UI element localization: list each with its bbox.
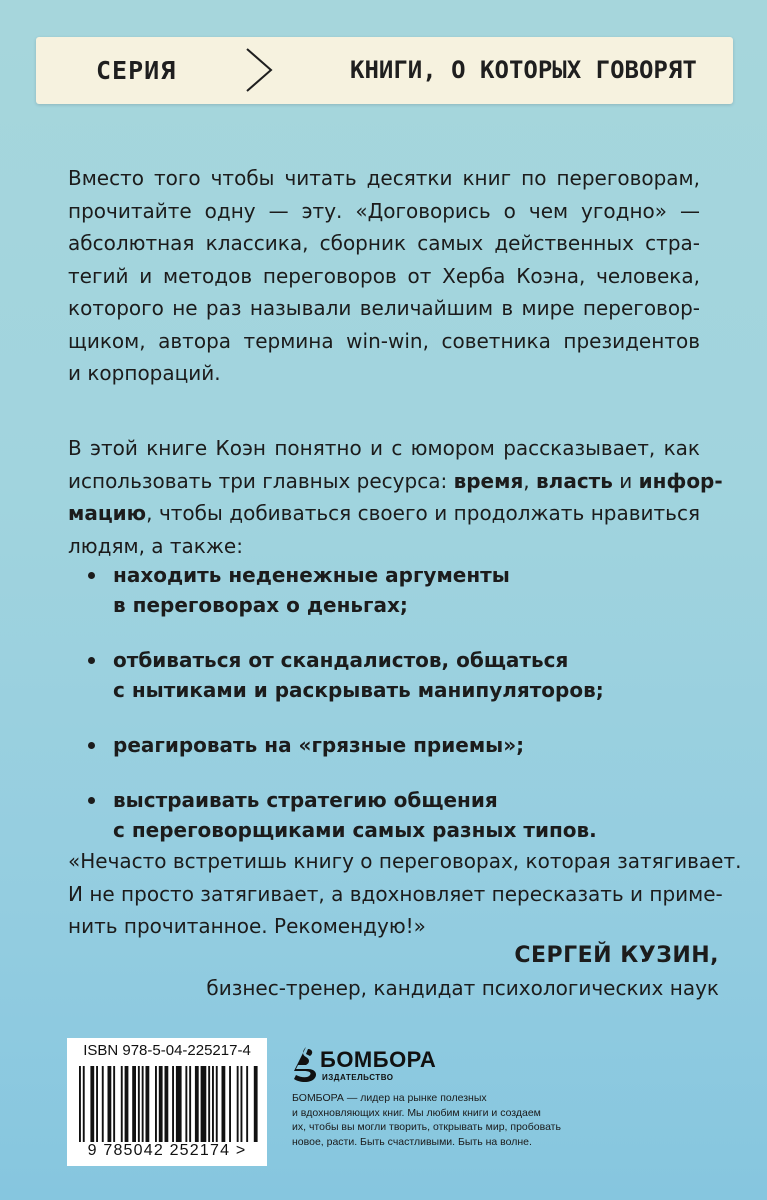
barcode-bar <box>165 1066 169 1142</box>
barcode-bar <box>146 1066 150 1142</box>
barcode-bar <box>138 1066 140 1142</box>
intro-line: и корпораций. <box>68 361 221 385</box>
barcode-bar <box>229 1066 231 1142</box>
list-item <box>88 730 708 760</box>
publisher-line: и вдохновляющих книг. Мы любим книги и создаем <box>292 1106 541 1119</box>
resources-text: , <box>523 468 537 493</box>
quote-line: «Нечасто встретишь книгу о переговорах, которая затягивает. <box>68 849 742 873</box>
publisher-sub: ИЗДАТЕЛЬСТВО <box>322 1073 394 1082</box>
list-item-text: отбиваться от скандалистов, общаться <box>113 648 569 672</box>
list-item-text: с нытиками и раскрывать манипуляторов; <box>113 678 604 702</box>
resources-line <box>68 497 700 530</box>
resource-info-cont: мацию <box>68 501 147 525</box>
quote-line: нить прочитанное. Рекомендую!» <box>68 914 426 938</box>
barcode-bar <box>237 1066 239 1142</box>
list-item-text: в переговорах о деньгах; <box>113 593 408 617</box>
publisher-description <box>292 1091 592 1149</box>
series-name: КНИГИ, О КОТОРЫХ ГОВОРЯТ <box>350 56 697 84</box>
barcode-bar <box>90 1066 94 1142</box>
barcode-bar <box>132 1066 136 1142</box>
intro-line: щиком, автора термина win-win, советника президентов <box>68 328 700 353</box>
list-item <box>88 645 708 705</box>
resources-line <box>68 465 723 498</box>
intro-line: прочитайте одну — эту. «Договорись о чем угодно» — <box>68 198 700 223</box>
intro-paragraph <box>68 162 700 390</box>
list-item <box>88 560 708 620</box>
barcode-bar <box>142 1066 144 1142</box>
publisher-name: БОМБОРА <box>320 1047 437 1072</box>
barcode-bar <box>79 1066 81 1142</box>
bombora-logo-icon <box>292 1045 322 1085</box>
bullet-icon <box>88 742 95 749</box>
list-item-text: с переговорщиками самых разных типов. <box>113 818 597 842</box>
barcode-bar <box>121 1066 123 1142</box>
intro-line: которого не раз называли величайшим в мире переговор- <box>68 296 700 320</box>
barcode-bar <box>176 1066 182 1142</box>
resources-text: использовать три главных ресурса: <box>68 468 454 493</box>
barcode <box>67 1038 267 1166</box>
barcode-bar <box>113 1066 115 1142</box>
publisher-line: их, чтобы вы могли творить, открывать мир, пробовать <box>292 1121 561 1134</box>
barcode-bar <box>195 1066 199 1142</box>
bullet-icon <box>88 657 95 664</box>
bullet-list <box>88 560 708 870</box>
barcode-bar <box>212 1066 214 1142</box>
barcode-bar <box>254 1066 258 1142</box>
bullet-icon <box>88 797 95 804</box>
intro-line: тегий и методов переговоров от Херба Коэна, человека, <box>68 263 700 288</box>
resources-text: и <box>612 468 639 493</box>
list-item-text: выстраивать стратегию общения <box>113 788 498 812</box>
barcode-digits: 9 785042 252174 > <box>87 1142 247 1159</box>
bullet-icon <box>88 572 95 579</box>
quote-line: И не просто затягивает, а вдохновляет пересказать и приме- <box>68 881 723 906</box>
barcode-bar <box>246 1066 248 1142</box>
resources-line: людям, а также: <box>68 533 243 558</box>
resources-paragraph <box>68 432 723 562</box>
barcode-bar <box>155 1066 157 1142</box>
list-item-text: находить неденежные аргументы <box>113 563 510 587</box>
barcode-bar <box>208 1066 210 1142</box>
barcode-bar <box>102 1066 104 1142</box>
resource-info: инфор- <box>638 468 723 493</box>
author-name: СЕРГЕЙ КУЗИН, <box>514 943 719 968</box>
publisher-line: новое, расти. Быть счастливыми. Быть на волне. <box>292 1135 532 1148</box>
barcode-bar <box>125 1066 129 1142</box>
barcode-bar <box>172 1066 174 1142</box>
barcode-bar <box>159 1066 163 1142</box>
list-item-text: реагировать на «грязные приемы»; <box>113 733 525 757</box>
isbn-text: ISBN 978-5-04-225217-4 <box>83 1042 251 1059</box>
barcode-bar <box>241 1066 243 1142</box>
series-banner <box>36 37 733 104</box>
barcode-bars <box>75 1066 259 1142</box>
series-label: СЕРИЯ <box>96 56 177 85</box>
barcode-bar <box>189 1066 191 1142</box>
barcode-bar <box>83 1066 85 1142</box>
barcode-bar <box>216 1066 218 1142</box>
resource-time: время <box>453 468 524 493</box>
barcode-bar <box>222 1066 226 1142</box>
barcode-bar <box>201 1066 207 1142</box>
author-title: бизнес-тренер, кандидат психологических наук <box>206 976 719 1000</box>
publisher-line: БОМБОРА — лидер на рынке полезных <box>292 1092 487 1104</box>
quote <box>68 845 742 943</box>
intro-line: Вместо того чтобы читать десятки книг по переговорам, <box>68 166 700 190</box>
chevron-right-icon <box>244 47 274 93</box>
resources-line: В этой книге Коэн понятно и с юмором рассказывает, как <box>68 436 700 460</box>
barcode-bar <box>96 1066 98 1142</box>
barcode-bar <box>185 1066 187 1142</box>
resources-text: , чтобы добиваться своего и продолжать нравиться <box>146 501 700 525</box>
list-item <box>88 785 708 845</box>
resource-power: власть <box>536 468 613 493</box>
barcode-bar <box>108 1066 112 1142</box>
quote-author <box>206 940 719 1004</box>
intro-line: абсолютная классика, сборник самых действенных стра- <box>68 231 700 255</box>
